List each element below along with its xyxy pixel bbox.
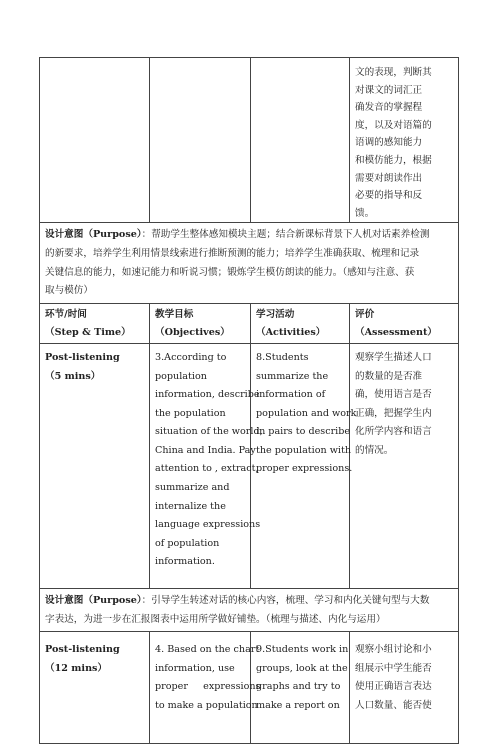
- header-sublabel: （Step & Time）: [45, 327, 131, 339]
- text-line: 取与模仿）: [45, 285, 93, 297]
- text-line: the population: [155, 407, 226, 419]
- activities-cell: [251, 343, 357, 588]
- stage-cell: [40, 343, 150, 588]
- header-label: 教学目标: [155, 308, 194, 320]
- activities-cell: [251, 58, 350, 223]
- text-line: 的新要求，培养学生利用情景线索进行推断预测的能力；培养学生准确获取、梳理和记录: [45, 247, 420, 259]
- text-line: 的情况。: [355, 444, 394, 456]
- header-objectives: [150, 303, 251, 343]
- text-line: population: [155, 370, 207, 382]
- text-line: 馈。: [355, 207, 375, 219]
- text-line: groups, look at the: [256, 662, 348, 674]
- text-line: summarize the: [256, 370, 329, 382]
- objectives-cell: [150, 632, 261, 744]
- objectives-cell: [150, 58, 251, 223]
- header-sublabel: （Objectives）: [155, 327, 230, 339]
- text-line: 和模仿能力，根据: [355, 154, 432, 166]
- text-line: 观察小组讨论和小: [355, 644, 432, 656]
- text-line: 4. Based on the chart: [155, 644, 260, 656]
- text-line: information, use: [155, 662, 235, 674]
- text-line: situation of the world,: [155, 426, 263, 438]
- stage-time: （12 mins）: [45, 662, 108, 674]
- header-sublabel: （Assessment）: [355, 327, 438, 339]
- text-line: 3.According to: [155, 351, 227, 363]
- text-line: ：帮助学生整体感知模块主题；结合新课标背景下人机对话素养检测: [141, 229, 430, 241]
- text-line: make a report on: [256, 699, 340, 711]
- text-line: 文的表现，判断其: [355, 67, 432, 78]
- objectives-cell: [150, 343, 263, 588]
- text-line: proper expressions.: [256, 463, 353, 475]
- stage-time: （5 mins）: [45, 370, 101, 382]
- header-stage: [40, 303, 150, 343]
- text-line: 的数量的是否准: [355, 370, 423, 382]
- text-line: 9.Students work in: [256, 644, 349, 656]
- stage-cell: [40, 632, 150, 744]
- purpose-cell: [40, 588, 459, 631]
- stage-name: Post-listening: [45, 351, 120, 363]
- step-row: [40, 632, 459, 744]
- header-label: 环节/时间: [45, 308, 87, 320]
- header-label: 评价: [355, 308, 375, 320]
- text-line: 观察学生描述人口: [355, 351, 432, 363]
- purpose-row: [40, 223, 459, 303]
- header-assessment: [350, 303, 459, 343]
- text-line: 需要对朗读作出: [355, 172, 423, 184]
- text-line: 字表达，为进一步在汇报图表中运用所学做好铺垫。（梳理与描述、内化与运用）: [45, 613, 386, 625]
- purpose-row: [40, 588, 459, 631]
- text-line: 正确，把握学生内: [355, 407, 432, 419]
- text-line: 人口数量、能否使: [355, 699, 432, 711]
- stage-name: Post-listening: [45, 644, 120, 656]
- text-line: 关键信息的能力，如速记能力和听说习惯；锻炼学生模仿朗读的能力。（感知与注意、获: [45, 266, 415, 278]
- text-line: 必要的指导和反: [355, 190, 423, 202]
- text-line: information of: [256, 389, 326, 401]
- continued-row: [40, 58, 459, 223]
- header-sublabel: （Activities）: [256, 327, 326, 339]
- text-line: internalize the: [155, 500, 226, 512]
- assessment-text: [350, 58, 458, 222]
- text-line: 确，使用语言是否: [355, 389, 432, 401]
- text-line: 语调的感知能力: [355, 137, 423, 149]
- text-line: 8.Students: [256, 351, 309, 363]
- stage-cell: [40, 58, 150, 223]
- assessment-cell: [350, 58, 459, 223]
- text-line: 确发音的掌握程: [355, 102, 423, 114]
- text-line: graphs and try to: [256, 681, 341, 693]
- text-line: the population with: [256, 444, 352, 456]
- text-line: proper expressions: [155, 681, 261, 693]
- purpose-cell: [40, 223, 459, 303]
- text-line: attention to , extract,: [155, 463, 259, 475]
- assessment-cell: [350, 343, 459, 588]
- step-row: [40, 343, 459, 588]
- text-line: 组展示中学生能否: [355, 662, 432, 674]
- text-line: to make a population: [155, 699, 258, 711]
- text-line: of population: [155, 537, 220, 549]
- text-line: population and work: [256, 407, 357, 419]
- purpose-label: 设计意图（Purpose）: [45, 229, 142, 241]
- text-line: 化所学内容和语言: [355, 426, 432, 438]
- text-line: language expressions: [155, 519, 261, 531]
- purpose-label: 设计意图（Purpose）: [45, 594, 142, 606]
- text-line: information.: [155, 556, 215, 568]
- lesson-plan-table: [39, 57, 459, 744]
- text-line: 对课文的词汇正: [355, 84, 423, 96]
- assessment-cell: [350, 632, 459, 744]
- text-line: summarize and: [155, 482, 230, 494]
- header-activities: [251, 303, 350, 343]
- purpose-text: [40, 223, 458, 302]
- text-line: in pairs to describe: [256, 426, 351, 438]
- text-line: ：引导学生转述对话的核心内容，梳理、学习和内化关键句型与大数: [141, 594, 430, 606]
- text-line: information, describe: [155, 389, 260, 401]
- header-label: 学习活动: [256, 308, 295, 320]
- purpose-text: [40, 589, 458, 631]
- text-line: 度，以及对语篇的: [355, 119, 432, 131]
- text-line: 使用正确语言表达: [355, 681, 432, 693]
- activities-cell: [251, 632, 350, 744]
- text-line: China and India. Pay: [155, 444, 256, 456]
- header-row: [40, 303, 459, 343]
